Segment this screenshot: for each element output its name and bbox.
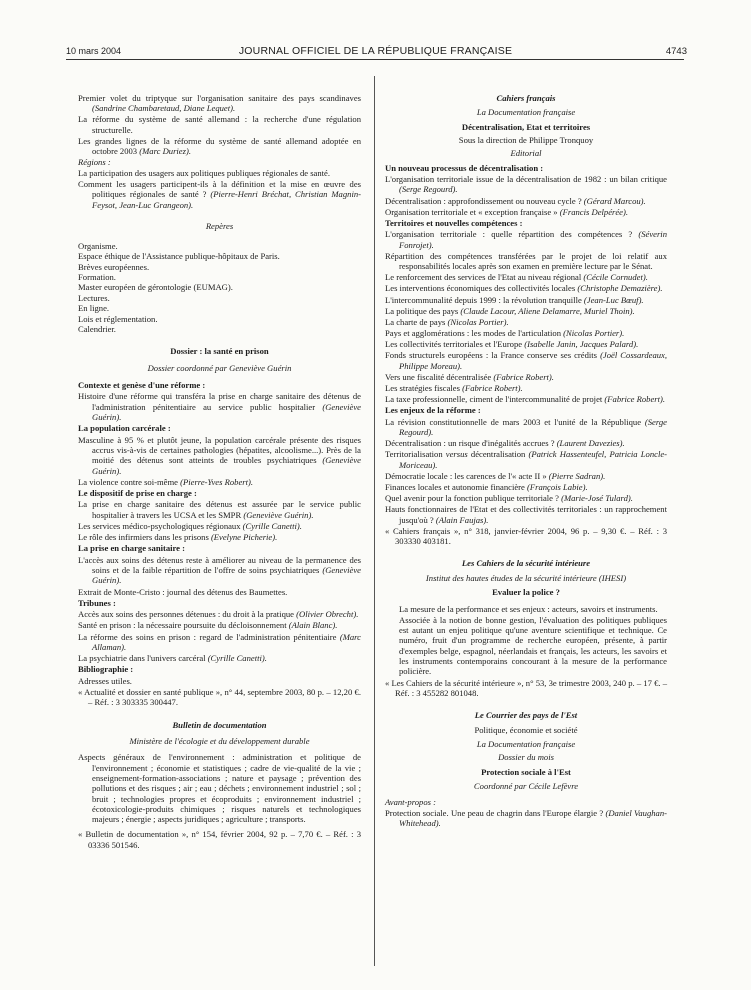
list-item: Accès aux soins des personnes détenues : du droit à la pratique (Olivier Obrecht).	[78, 609, 359, 620]
list-item: Organisation territoriale et « exception française » (Francis Delpérée).	[385, 206, 628, 217]
list-item: La réforme des soins en prison : regard de l'administration pénitentiaire (Marc Allaman).	[78, 631, 361, 652]
section-heading: Territoires et nouvelles compétences :	[385, 218, 523, 229]
bulletin-subtitle: Ministère de l'écologie et du développement durable	[129, 735, 310, 746]
securite-item: Associée à la notion de bonne gestion, l'évaluation des politiques publiques est autant un enjeu politique qu'une aventure scientifique et technique. Ce numéro, fruit d'un programme de recherche européen, présente, à partir d'exemples belge, espagnol, néerlandais et français, les acteurs, les savoirs et les instruments contemporains concourant à la mesure de la performance policière.	[399, 614, 667, 677]
cahiers-publisher: La Documentation française	[476, 107, 576, 118]
reperes-title: Repères	[205, 220, 234, 231]
list-item: Territorialisation versus décentralisation (Patrick Hassenteufel, Patricia Loncle-Moriceau).	[385, 449, 668, 470]
securite-title: Les Cahiers de la sécurité intérieure	[461, 558, 591, 569]
continued-items	[78, 93, 361, 157]
securite-subtitle: Institut des hautes études de la sécurité intérieure (IHESI)	[425, 572, 627, 583]
list-item: Décentralisation : approfondissement ou nouveau cycle ? (Gérard Marcou).	[385, 195, 646, 206]
list-item: Démocratie locale : les carences de l'« acte II » (Pierre Sadran).	[385, 470, 606, 481]
list-item: La violence contre soi-même (Pierre-Yves Robert).	[78, 476, 254, 487]
list-item: Finances locales et autonomie financière (François Labie).	[385, 482, 588, 493]
list-item: La révision constitutionnelle de mars 2003 et l'unité de la République (Serge Regourd).	[385, 416, 667, 438]
reperes-item: Brèves européennes.	[78, 261, 150, 272]
list-item: La taxe professionnelle, ciment de l'intercommunalité de projet (Fabrice Robert).	[385, 394, 666, 405]
list-item: Comment les usagers participent-ils à la définition et la mise en œuvre des politiques régionales de santé ? (Pierre-Henri Bréchat, Christian Magnin-Feysot, Jean-Luc Grangeon).	[78, 178, 361, 210]
list-item: La politique des pays (Claude Lacour, Aliene Delamarre, Muriel Thoin).	[385, 305, 635, 316]
list-item: Pays et agglomérations : les modes de l'articulation (Nicolas Portier).	[385, 328, 625, 339]
section-heading: Tribunes :	[78, 597, 116, 608]
section-heading: Un nouveau processus de décentralisation :	[385, 162, 544, 173]
list-item: Masculine à 95 % et plutôt jeune, la population carcérale présente des risques accrus vis-à-vis de certaines pathologies (hépatites, alcoolisme...). Près de la moitié des détenus sont atteints de troubles psychiatriques (Geneviève Guérin).	[78, 434, 361, 476]
list-item: Les interventions économiques des collectivités locales (Christophe Demazière).	[385, 283, 663, 294]
list-item: Histoire d'une réforme qui transféra la prise en charge sanitaire des détenus de l'administration pénitentiaire au service public hospitalier (Geneviève Guérin).	[78, 391, 361, 422]
reperes-item: Lois et réglementation.	[78, 313, 158, 324]
bulletin-title: Bulletin de documentation	[172, 719, 267, 730]
reperes-item: Calendrier.	[78, 323, 116, 334]
list-item: Adresses utiles.	[78, 675, 132, 686]
left-column	[78, 93, 361, 850]
courrier-title: Le Courrier des pays de l'Est	[474, 710, 578, 721]
list-item: Les stratégies fiscales (Fabrice Robert).	[385, 382, 523, 393]
courrier-dossier: Dossier du mois	[498, 752, 554, 763]
securite-reference: « Les Cahiers de la sécurité intérieure », n° 53, 3e trimestre 2003, 240 p. – 17 €. – Réf. : 3 455282 801048.	[385, 677, 667, 698]
list-item: La prise en charge sanitaire des détenus est assurée par le service public hospitalier à travers les UCSA et les SMPR (Geneviève Guérin).	[78, 499, 361, 520]
list-item: Les services médico-psychologiques régionaux (Cyrille Canetti).	[78, 520, 302, 531]
list-item: La participation des usagers aux politiques publiques régionales de santé.	[78, 167, 331, 178]
dossier-sections	[78, 380, 361, 686]
cahiers-sections	[385, 163, 667, 525]
list-item: Extrait de Monte-Cristo : journal des détenus des Baumettes.	[78, 586, 288, 597]
right-column	[385, 93, 667, 829]
reperes-item: Master européen de gérontologie (EUMAG).	[78, 282, 233, 293]
list-item: L'accès aux soins des détenus reste à améliorer au niveau de la permanence des soins et de la faible répartition de l'offre de soins psychiatriques (Geneviève Guérin).	[78, 554, 361, 586]
courrier-theme: Protection sociale à l'Est	[481, 766, 571, 777]
reperes-item: Lectures.	[78, 292, 110, 303]
reperes-item: Espace éthique de l'Assistance publique-hôpitaux de Paris.	[78, 251, 280, 262]
list-item: Fonds structurels européens : la France conserve ses crédits (Joël Cossardeaux, Philippe Moreau).	[385, 350, 667, 371]
bulletin-text: Aspects généraux de l'environnement : administration et politique de l'environnement ; économie et statistiques ; cadre de vie-qualité de la vie ; enseignement-formation-associations ; nature et paysage ; prévention des pollutions et des risques ; air ; eau ; déchets ; environnement industriel ; sol ; bruit ; technologies propres et écoproduits ; environnement industriel ; écotoxicologie-produits chimiques ; risques naturels et technologiques majeurs ; énergie ; aspects juridiques ; agriculture ; transports.	[78, 752, 361, 825]
section-heading: Contexte et genèse d'une réforme :	[78, 379, 206, 390]
cahiers-theme: Décentralisation, Etat et territoires	[461, 121, 591, 132]
header-date: 10 mars 2004	[66, 46, 122, 56]
list-item: Les grandes lignes de la réforme du système de santé allemand adoptée en octobre 2003 (Marc Duriez).	[78, 135, 361, 157]
list-item: L'organisation territoriale issue de la décentralisation de 1982 : un bilan critique (Serge Regourd).	[385, 174, 667, 195]
courrier-avant-propos: Avant-propos :	[385, 797, 436, 808]
securite-item: La mesure de la performance et ses enjeux : acteurs, savoirs et instruments.	[399, 603, 658, 614]
column-divider	[374, 76, 375, 966]
section-heading: Les enjeux de la réforme :	[385, 405, 481, 416]
list-item: Premier volet du triptyque sur l'organisation sanitaire des pays scandinaves (Sandrine Chambaretaud, Diane Lequet).	[78, 93, 361, 114]
section-heading: Bibliographie :	[78, 664, 134, 675]
reperes-list	[78, 241, 361, 334]
cahiers-title: Cahiers français	[496, 93, 556, 103]
page-header	[0, 0, 751, 60]
securite-theme: Evaluer la police ?	[492, 587, 560, 598]
cahiers-editorial: Editorial	[510, 148, 542, 159]
section-heading: La population carcérale :	[78, 423, 171, 434]
list-item: Vers une fiscalité décentralisée (Fabrice Robert).	[385, 371, 554, 382]
list-item: L'intercommunalité depuis 1999 : la révolution tranquille (Jean-Luc Bœuf).	[385, 294, 644, 305]
list-item: Décentralisation : un risque d'inégalités accrues ? (Laurent Davezies).	[385, 438, 625, 449]
list-item: Quel avenir pour la fonction publique territoriale ? (Marie-José Tulard).	[385, 493, 633, 504]
section-heading: Le dispositif de prise en charge :	[78, 488, 197, 499]
cahiers-direction: Sous la direction de Philippe Tronquoy	[458, 135, 594, 146]
dossier-reference: « Actualité et dossier en santé publique », n° 44, septembre 2003, 80 p. – 12,20 €. – Réf. : 3 303335 300447.	[78, 686, 361, 708]
page-number: 4743	[665, 46, 687, 57]
bulletin-reference: « Bulletin de documentation », n° 154, février 2004, 92 p. – 7,70 €. – Réf. : 3 03336 501546.	[78, 829, 361, 850]
section-heading: La prise en charge sanitaire :	[78, 543, 186, 554]
dossier-subtitle: Dossier coordonné par Geneviève Guérin	[147, 362, 292, 373]
list-item: Protection sociale. Une peau de chagrin dans l'Europe élargie ? (Daniel Vaughan-Whitehead).	[385, 807, 667, 828]
journal-title: JOURNAL OFFICIEL DE LA RÉPUBLIQUE FRANÇAISE	[238, 45, 513, 57]
courrier-coordinator: Coordonné par Cécile Lefèvre	[473, 780, 579, 791]
list-item: Santé en prison : la nécessaire poursuite du décloisonnement (Alain Blanc).	[78, 620, 338, 631]
reperes-item: Formation.	[78, 272, 116, 283]
list-item: La réforme du système de santé allemand : la recherche d'une régulation structurelle.	[78, 114, 361, 135]
list-item: Le rôle des infirmiers dans les prisons (Evelyne Picherie).	[78, 532, 278, 543]
regions-label: Régions :	[78, 157, 111, 168]
reperes-item: En ligne.	[78, 303, 110, 314]
reperes-item: Organisme.	[78, 241, 118, 252]
list-item: Les collectivités territoriales et l'Europe (Isabelle Janin, Jacques Palard).	[385, 339, 639, 350]
list-item: L'organisation territoriale : quelle répartition des compétences ? (Séverin Fonrojet).	[385, 229, 667, 250]
list-item: La psychiatrie dans l'univers carcéral (Cyrille Canetti).	[78, 653, 267, 664]
list-item: Le renforcement des services de l'Etat au niveau régional (Cécile Cornudet).	[385, 272, 648, 283]
dossier-title: Dossier : la santé en prison	[170, 346, 269, 357]
courrier-subtitle: Politique, économie et société	[474, 724, 578, 735]
header-rule	[66, 59, 684, 60]
list-item: Répartition des compétences transférées par le projet de loi relatif aux responsabilités locales après son examen en première lecture par le Sénat.	[385, 250, 667, 272]
courrier-publisher: La Documentation française	[476, 738, 576, 749]
list-item: La charte de pays (Nicolas Portier).	[385, 316, 509, 327]
list-item: Hauts fonctionnaires de l'Etat et des collectivités territoriales : un rapprochement jusqu'où ? (Alain Faujas).	[385, 504, 667, 525]
cahiers-reference: « Cahiers français », n° 318, janvier-février 2004, 96 p. – 9,30 €. – Réf. : 3 303330 403181.	[385, 525, 667, 547]
